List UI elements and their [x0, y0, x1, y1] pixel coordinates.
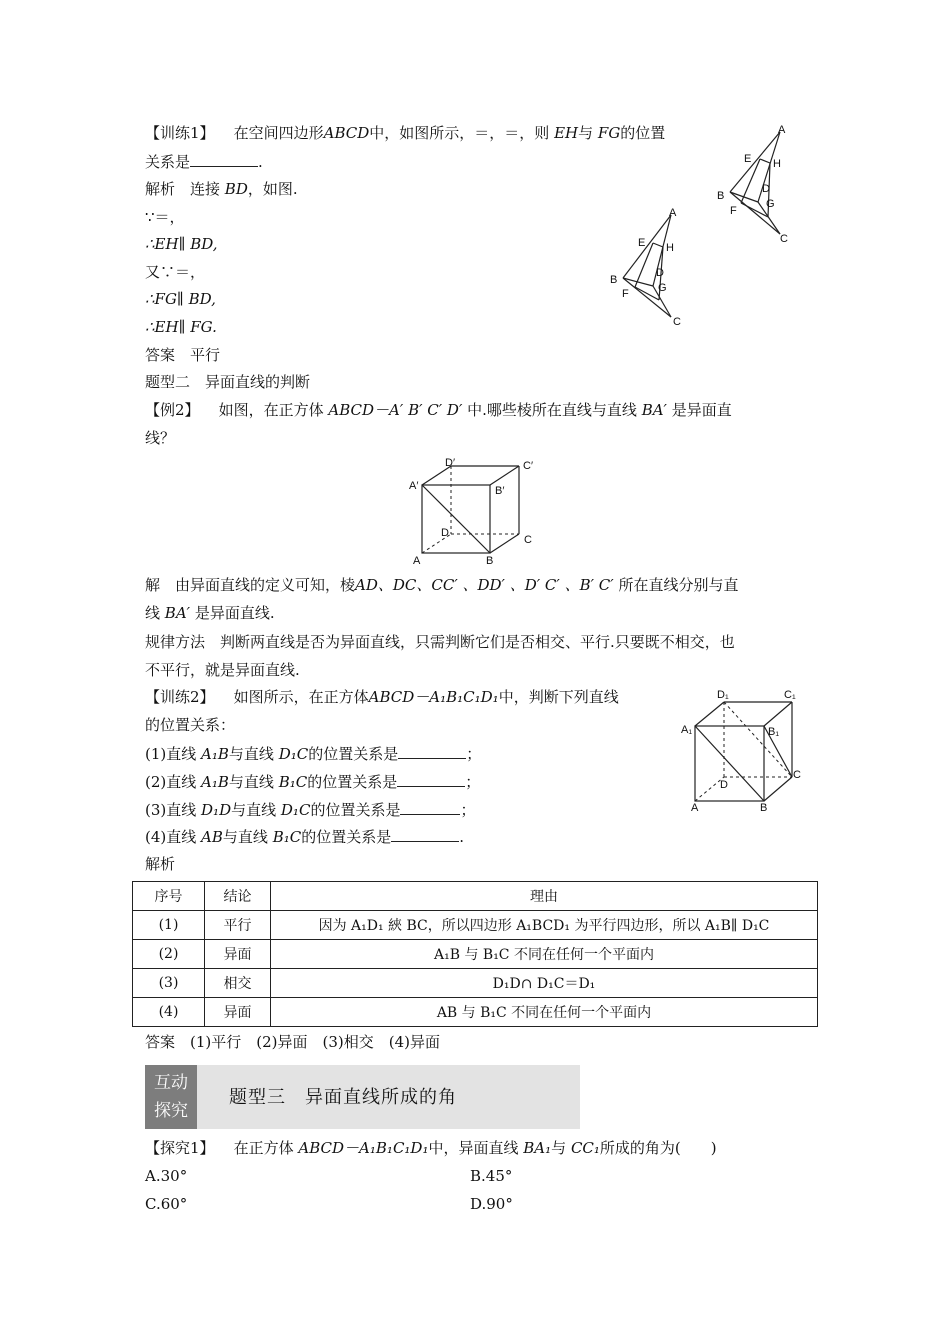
label-C: C — [524, 534, 532, 546]
train2-jiexi: 解析 — [145, 855, 176, 873]
option-b[interactable]: B.45° — [470, 1167, 513, 1185]
sol2-line2: 线 BA′ 是异面直线. — [145, 604, 275, 622]
label-E: E — [638, 237, 646, 249]
train2-line1: 【训练2】 如图所示，在正方体ABCD－A₁B₁C₁D₁中，判断下列直线 — [145, 688, 619, 706]
label-C: C — [673, 316, 681, 328]
reason-table — [132, 881, 818, 1027]
table-row — [133, 969, 818, 998]
cube-figure-2 — [680, 685, 810, 815]
train1-line2: 关系是 . — [145, 150, 263, 173]
train1-tag: 【训练1】 — [145, 124, 215, 142]
label-B: B — [760, 802, 768, 814]
quad-figure-2 — [605, 205, 715, 335]
table-header-row — [133, 882, 818, 911]
type2-heading: 题型二 异面直线的判断 — [145, 373, 311, 391]
sol1-line5: ∴FG∥ BD, — [145, 290, 216, 308]
option-c[interactable]: C.60° — [145, 1195, 188, 1213]
label-F: F — [730, 205, 737, 217]
cell-index: (2) — [133, 940, 205, 969]
sol1-line3: ∴EH∥ BD, — [145, 235, 218, 253]
ex2-tag: 【例2】 — [145, 401, 200, 419]
train2-q1: (1)直线 A₁B与直线 D₁C的位置关系是 ； — [145, 742, 481, 765]
label-B: B — [486, 555, 494, 567]
label-C1: C₁ — [784, 689, 796, 701]
cell-index: (3) — [133, 969, 205, 998]
table-row — [133, 998, 818, 1027]
ex2-line2: 线？ — [145, 429, 176, 447]
label-A: A — [778, 124, 786, 136]
method-line1: 规律方法 判断两直线是否为异面直线，只需判断它们是否相交、平行.只要既不相交，也 — [145, 633, 735, 651]
cell-conclusion: 相交 — [205, 969, 271, 998]
banner-title: 题型三 异面直线所成的角 — [229, 1087, 457, 1108]
cell-conclusion: 异面 — [205, 940, 271, 969]
banner-badge: 互动 探究 — [145, 1065, 197, 1129]
label-B: B — [717, 190, 725, 202]
sol1-line2: ∵＝， — [145, 208, 185, 226]
answer-blank — [397, 770, 465, 787]
label-D: D — [762, 183, 770, 195]
label-A1: A′ — [409, 480, 419, 492]
table-row — [133, 940, 818, 969]
label-F: F — [622, 288, 629, 300]
label-B: B — [610, 274, 618, 286]
sol1-answer: 答案 平行 — [145, 346, 221, 364]
answer-blank — [400, 798, 460, 815]
cell-index: (1) — [133, 911, 205, 940]
explore1-tag: 【探究1】 — [145, 1139, 215, 1157]
cell-conclusion: 平行 — [205, 911, 271, 940]
option-a[interactable]: A.30° — [145, 1167, 188, 1185]
label-H: H — [666, 242, 674, 254]
label-C: C — [793, 769, 801, 781]
label-G: G — [658, 282, 667, 294]
label-A: A — [413, 555, 421, 567]
train2-q4: (4)直线 AB与直线 B₁C的位置关系是 . — [145, 825, 464, 848]
label-D1: D₁ — [717, 689, 729, 701]
ex2-line1: 【例2】 如图，在正方体 ABCD－A′ B′ C′ D′ 中.哪些棱所在直线与直线 BA′ 是异面直 — [145, 401, 732, 419]
answer2: 答案 (1)平行 (2)异面 (3)相交 (4)异面 — [145, 1033, 440, 1051]
label-A1: A₁ — [681, 724, 693, 736]
label-E: E — [744, 153, 752, 165]
option-d[interactable]: D.90° — [470, 1195, 513, 1213]
quad-figure-1 — [700, 120, 810, 250]
answer-blank — [398, 742, 466, 759]
answer-blank — [391, 825, 459, 842]
label-D1: D′ — [445, 457, 456, 469]
sol1-line1: 解析 连接 BD，如图. — [145, 180, 298, 198]
explore1-line1: 【探究1】 在正方体 ABCD－A₁B₁C₁D₁中，异面直线 BA₁与 CC₁所成的角为( ) — [145, 1139, 717, 1157]
label-G: G — [766, 198, 775, 210]
header-cell: 理由 — [271, 882, 818, 911]
cell-reason: A₁B 与 B₁C 不同在任何一个平面内 — [271, 940, 818, 969]
train2-tag: 【训练2】 — [145, 688, 215, 706]
label-C1: C′ — [523, 460, 534, 472]
train2-line2: 的位置关系： — [145, 716, 236, 734]
cell-reason: D₁D∩ D₁C＝D₁ — [271, 969, 818, 998]
label-C: C — [780, 233, 788, 245]
label-D: D — [720, 779, 728, 791]
train2-q2: (2)直线 A₁B与直线 B₁C的位置关系是 ； — [145, 770, 480, 793]
method-line2: 不平行，就是异面直线. — [145, 661, 300, 679]
header-cell: 结论 — [205, 882, 271, 911]
label-A: A — [669, 207, 677, 219]
cube-figure-1 — [405, 455, 545, 570]
label-B1: B₁ — [768, 726, 780, 738]
label-D: D — [441, 527, 449, 539]
cell-reason: 因为 A₁D₁ 綊 BC，所以四边形 A₁BCD₁ 为平行四边形，所以 A₁B∥ D₁C — [271, 911, 818, 940]
cell-index: (4) — [133, 998, 205, 1027]
answer-blank — [190, 150, 258, 167]
cell-reason: AB 与 B₁C 不同在任何一个平面内 — [271, 998, 818, 1027]
table-row — [133, 911, 818, 940]
label-B1: B′ — [495, 485, 505, 497]
train1-line1: 【训练1】 在空间四边形ABCD中，如图所示，＝，＝，则 EH与 FG的位置 — [145, 124, 666, 142]
train2-q3: (3)直线 D₁D与直线 D₁C的位置关系是 ； — [145, 798, 475, 821]
section-banner — [145, 1065, 580, 1129]
label-H: H — [773, 158, 781, 170]
label-D: D — [656, 267, 664, 279]
sol2-line1: 解 由异面直线的定义可知，棱AD、DC、CC′ 、DD′ 、D′ C′ 、B′ C′ 所在直线分别与直 — [145, 576, 739, 594]
label-A: A — [691, 802, 699, 814]
sol1-line4: 又∵＝， — [145, 263, 206, 281]
header-cell: 序号 — [133, 882, 205, 911]
cell-conclusion: 异面 — [205, 998, 271, 1027]
sol1-line6: ∴EH∥ FG. — [145, 318, 217, 336]
